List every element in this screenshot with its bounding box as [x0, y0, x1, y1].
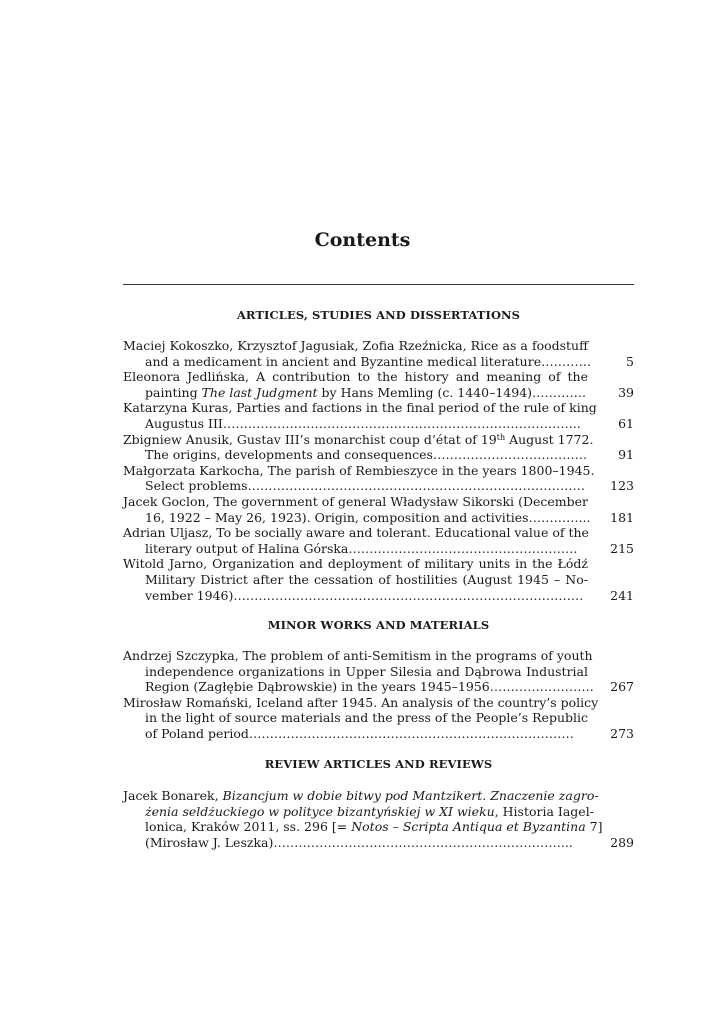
entry-line: Eleonora Jedlińska, A contribution to the history and meaning of the [123, 369, 588, 385]
section-heading-articles: ARTICLES, STUDIES AND DISSERTATIONS [236, 308, 521, 322]
entry-line: Katarzyna Kuras, Parties and factions in the final period of the rule of king [123, 400, 597, 416]
entry-line: of Poland period…………………………………………………………………… [145, 725, 574, 741]
toc-entry[interactable] [123, 648, 634, 695]
entry-line: Witold Jarno, Organization and deployment of military units in the Łódź [123, 556, 588, 572]
entry-line: Jacek Goclon, The government of general Władysław Sikorski (December [123, 493, 588, 509]
entry-line: Select problems……………………………………………………………………… [145, 478, 586, 494]
page-number: 215 [610, 540, 634, 556]
section-minor-works-list [123, 648, 634, 742]
page-number: 241 [610, 587, 634, 603]
page-number: 39 [618, 384, 634, 400]
entry-line: Andrzej Szczypka, The problem of anti-Semitism in the programs of youth [123, 648, 593, 663]
entry-line: and a medicament in ancient and Byzantine medical literature………… [145, 353, 592, 369]
entry-line-italic: żenia seldżuckiego w polityce bizantyńskiej w XI wieku, Historia Iagel- [145, 803, 594, 819]
entry-line-italic: Jacek Bonarek, Bizancjum w dobie bitwy pod Mantzikert. Znaczenie zagro- [123, 788, 599, 803]
page-number: 123 [610, 478, 634, 494]
entry-line: Małgorzata Karkocha, The parish of Rembieszyce in the years 1800–1945. [123, 462, 595, 478]
entry-line: Adrian Uljasz, To be socially aware and tolerant. Educational value of the [123, 525, 589, 541]
toc-entry[interactable] [123, 338, 634, 369]
entry-line: literary output of Halina Górska………………………………………………. [145, 540, 578, 556]
entry-line: (Mirosław J. Leszka)……………………………………………………………... [145, 834, 573, 850]
title-divider [123, 284, 634, 285]
toc-entry[interactable] [123, 432, 634, 463]
toc-entry[interactable] [123, 494, 634, 525]
toc-entry[interactable] [123, 525, 634, 556]
entry-line: 16, 1922 – May 26, 1923). Origin, composition and activities…………... [145, 509, 591, 525]
entry-line: vember 1946)………………………………………………………………………… [145, 587, 584, 603]
toc-entry[interactable] [123, 556, 634, 603]
section-heading-minor-works: MINOR WORKS AND MATERIALS [267, 618, 490, 632]
section-reviews-list [123, 788, 634, 850]
page-number: 267 [610, 679, 634, 695]
section-articles-list [123, 338, 634, 603]
toc-entry[interactable] [123, 369, 634, 400]
toc-entry[interactable] [123, 788, 634, 850]
section-heading-reviews: REVIEW ARTICLES AND REVIEWS [264, 757, 493, 771]
entry-line: Maciej Kokoszko, Krzysztof Jagusiak, Zofia Rzeźnicka, Rice as a foodstuff [123, 338, 588, 353]
entry-line: Military District after the cessation of hostilities (August 1945 – No- [145, 571, 588, 587]
toc-entry[interactable] [123, 463, 634, 494]
page-title: Contents [314, 229, 411, 251]
entry-line: Mirosław Romański, Iceland after 1945. An analysis of the country’s policy [123, 694, 599, 710]
page-number: 289 [610, 834, 634, 850]
entry-line-italic: painting The last Judgment by Hans Memling (c. 1440–1494)…………. [145, 384, 586, 400]
entry-line-sup: Zbigniew Anusik, Gustav III’s monarchist coup d’état of 19th August 1772. [123, 431, 594, 447]
page-number: 61 [618, 415, 634, 431]
entry-line: The origins, developments and consequences………………………………. [145, 447, 587, 463]
page-number: 181 [610, 509, 634, 525]
page-number: 273 [610, 725, 634, 741]
page-number: 91 [618, 447, 634, 463]
entry-line: Region (Zagłębie Dąbrowskie) in the years 1945–1956……………………. [145, 679, 594, 695]
entry-line: in the light of source materials and the press of the People’s Republic [145, 710, 588, 726]
entry-line: independence organizations in Upper Silesia and Dąbrowa Industrial [145, 663, 588, 679]
page-number: 5 [626, 353, 634, 369]
toc-entry[interactable] [123, 695, 634, 742]
toc-entry[interactable] [123, 400, 634, 431]
entry-line: Augustus III………………………………………………………………………….. [145, 415, 581, 431]
entry-line-italic: lonica, Kraków 2011, ss. 296 [= Notos – Scripta Antiqua et Byzantina 7] [145, 819, 603, 835]
